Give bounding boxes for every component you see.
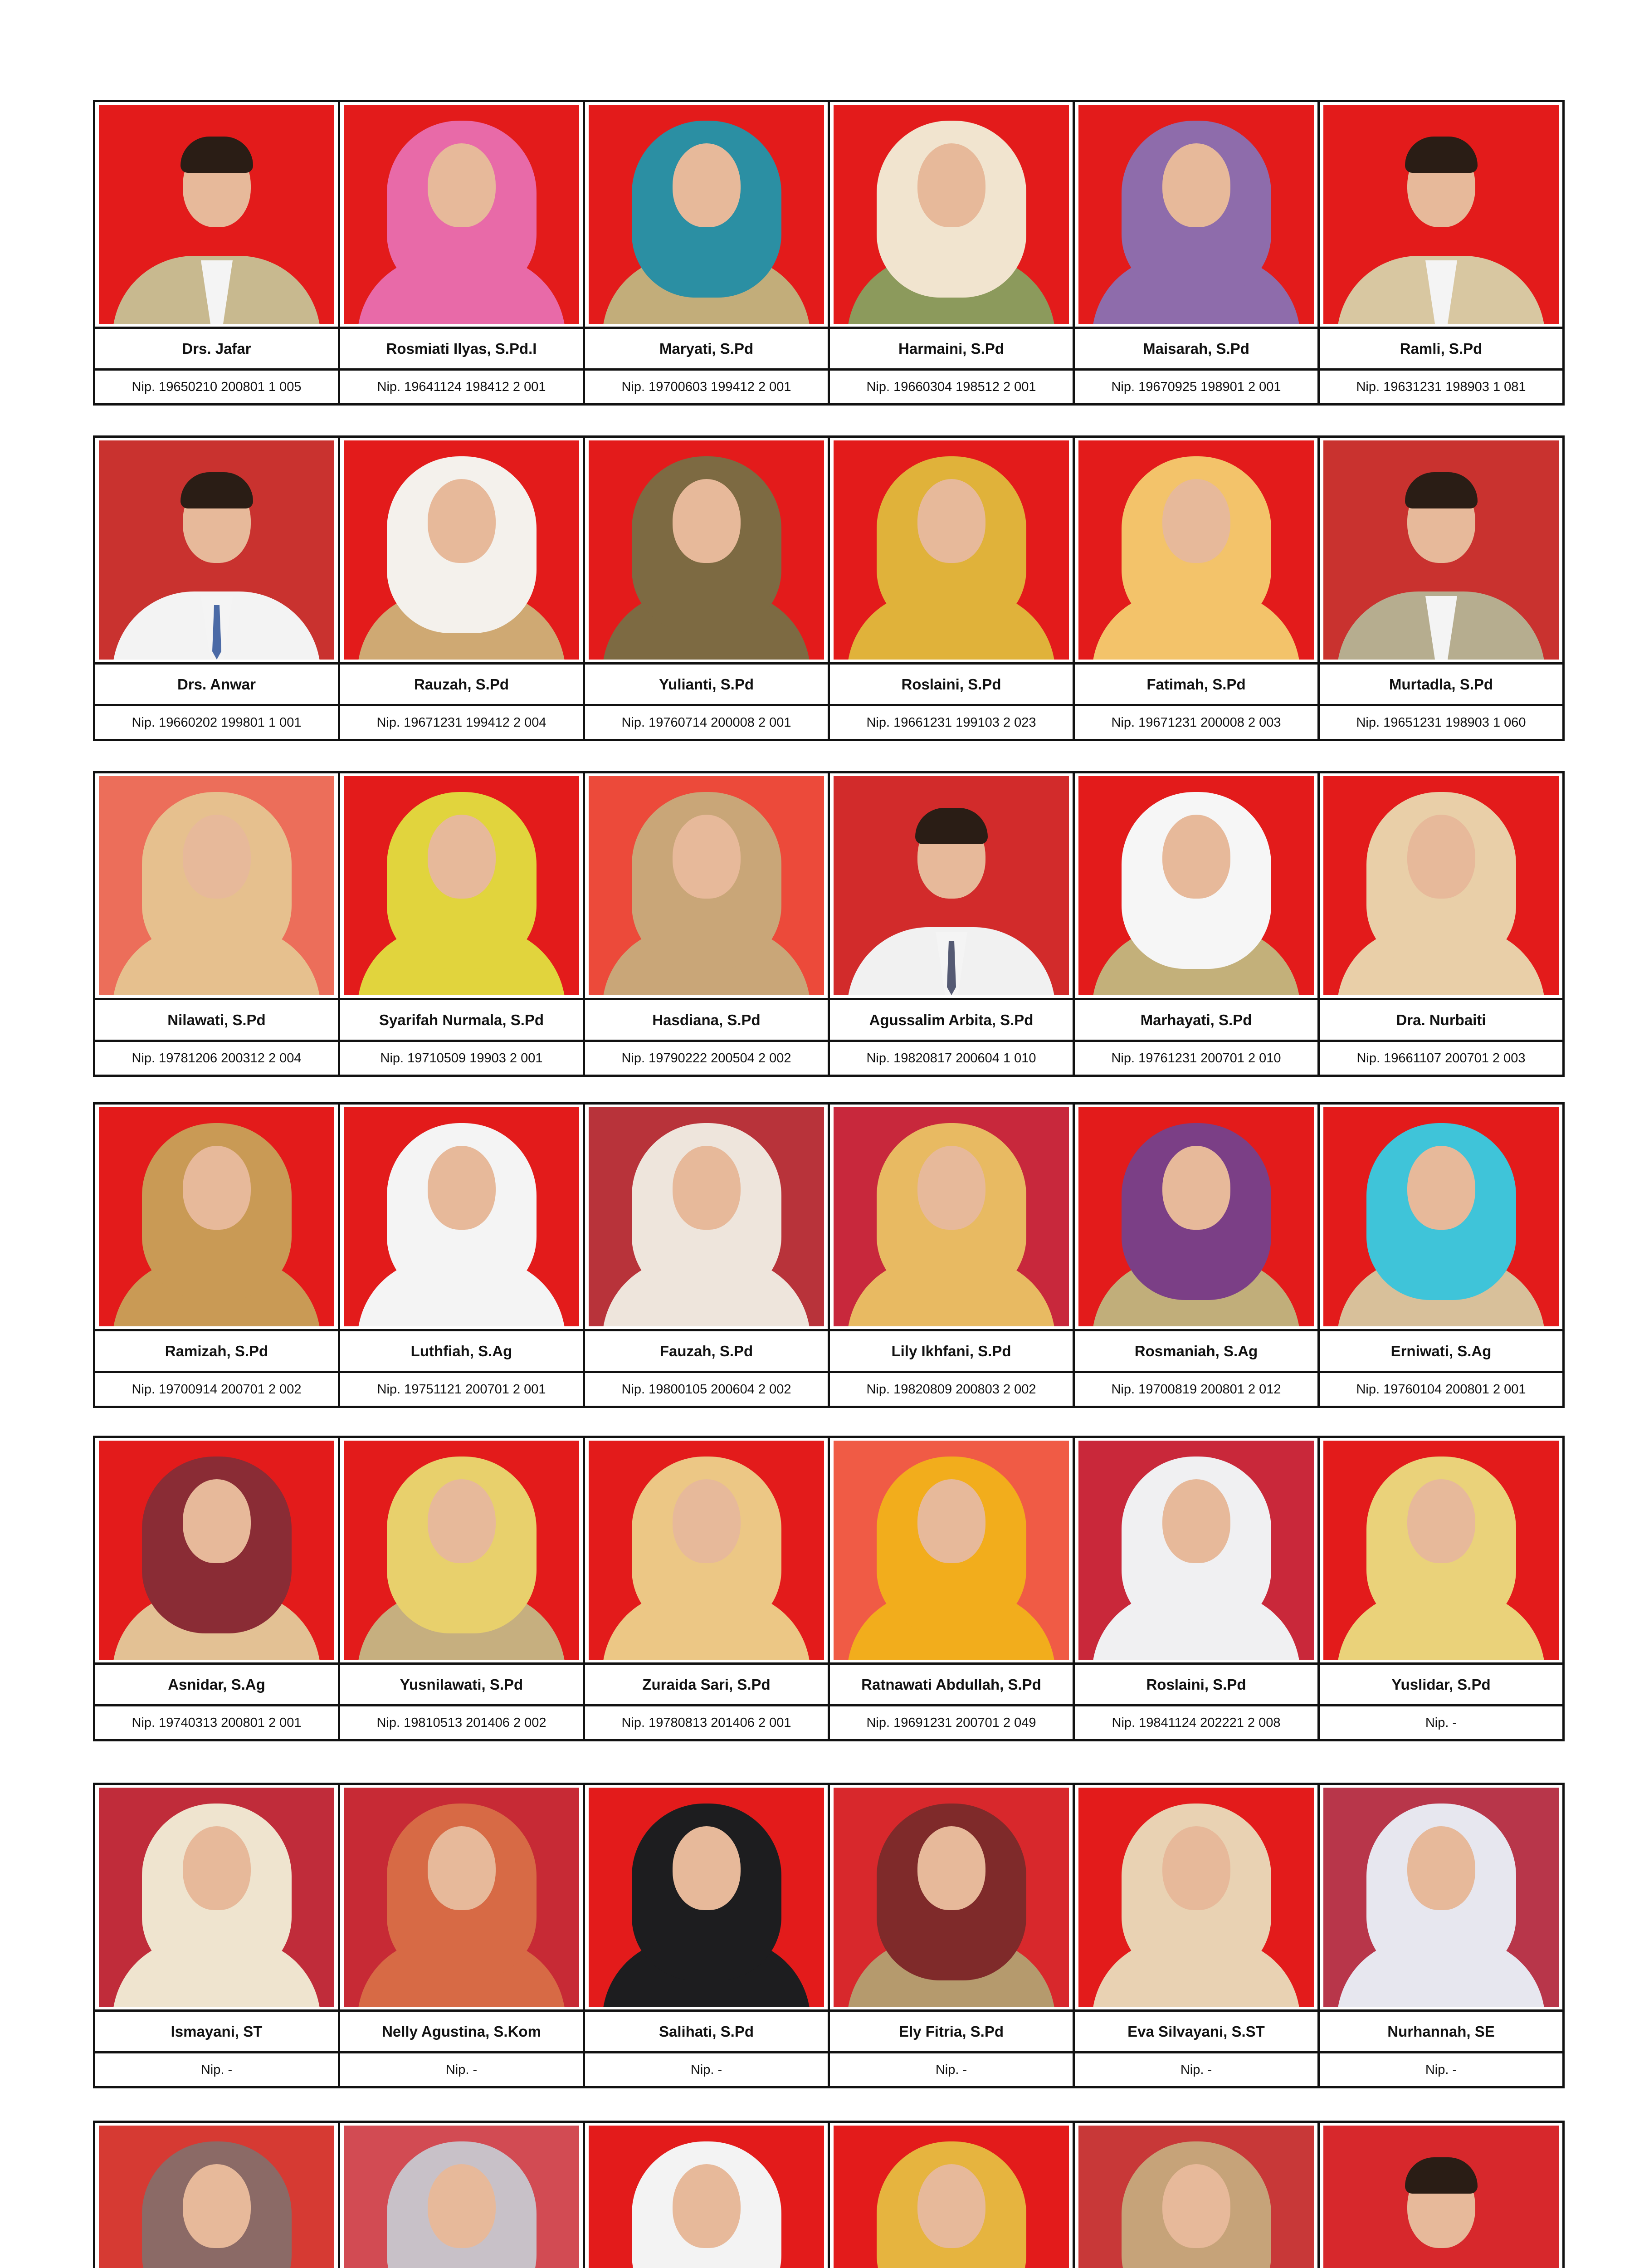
staff-nip: Nip. 19800105 200604 2 002 [621, 1382, 791, 1397]
staff-nip: Nip. 19790222 200504 2 002 [621, 1051, 791, 1066]
portrait-figure [344, 105, 579, 324]
staff-name: Marhayati, S.Pd [1075, 1000, 1317, 1042]
staff-photo [340, 773, 583, 1000]
portrait-figure [99, 440, 334, 660]
staff-name: Ramizah, S.Pd [95, 1331, 338, 1373]
staff-card [1320, 102, 1565, 406]
portrait-face [183, 1826, 251, 1910]
portrait-figure [834, 1107, 1069, 1326]
staff-name: Nurhannah, SE [1320, 2012, 1562, 2053]
staff-name: Erniwati, S.Ag [1320, 1331, 1562, 1373]
portrait-face [1407, 1479, 1475, 1563]
staff-photo [585, 438, 828, 665]
staff-card [340, 1438, 585, 1741]
photo-background [1323, 105, 1559, 324]
staff-card [1320, 438, 1565, 741]
staff-photo [340, 438, 583, 665]
staff-photo [585, 1438, 828, 1665]
portrait-figure [99, 1107, 334, 1326]
staff-nip: Nip. - [690, 2062, 722, 2077]
staff-card [830, 1438, 1075, 1741]
staff-card [1320, 773, 1565, 1077]
portrait-figure [99, 1788, 334, 2007]
staff-card [340, 2123, 585, 2268]
portrait-figure [1323, 1441, 1559, 1660]
staff-photo [585, 773, 828, 1000]
photo-background [344, 105, 579, 324]
portrait-face [428, 1146, 496, 1230]
staff-card [340, 1785, 585, 2088]
portrait-figure [1078, 776, 1314, 995]
staff-photo [1075, 773, 1317, 1000]
staff-name: Lily Ikhfani, S.Pd [830, 1331, 1073, 1373]
portrait-figure [99, 105, 334, 324]
portrait-figure [1323, 776, 1559, 995]
portrait-figure [589, 1107, 824, 1326]
staff-name: Ismayani, ST [95, 2012, 338, 2053]
staff-photo [1320, 2123, 1562, 2268]
portrait-figure [834, 105, 1069, 324]
portrait-figure [1323, 2126, 1559, 2268]
portrait-face [917, 143, 985, 227]
staff-name: Maisarah, S.Pd [1075, 329, 1317, 371]
staff-photo [340, 1785, 583, 2012]
staff-nip: Nip. 19660202 199801 1 001 [132, 715, 302, 730]
photo-background [344, 2126, 579, 2268]
staff-name: Asnidar, S.Ag [95, 1665, 338, 1706]
portrait-face [428, 2164, 496, 2248]
staff-name: Drs. Jafar [95, 329, 338, 371]
photo-background [834, 105, 1069, 324]
photo-background [1078, 2126, 1314, 2268]
staff-nip: Nip. 19691231 200701 2 049 [866, 1715, 1036, 1730]
portrait-figure [344, 1788, 579, 2007]
staff-name: Maryati, S.Pd [585, 329, 828, 371]
photo-background [589, 1107, 824, 1326]
photo-background [344, 1788, 579, 2007]
portrait-face [1162, 815, 1230, 899]
photo-background [589, 2126, 824, 2268]
staff-name: Murtadla, S.Pd [1320, 665, 1562, 706]
portrait-face [1162, 1479, 1230, 1563]
staff-name: Drs. Anwar [95, 665, 338, 706]
staff-card [95, 773, 340, 1077]
staff-name: Eva Silvayani, S.ST [1075, 2012, 1317, 2053]
staff-card [1075, 1785, 1320, 2088]
portrait-face [673, 479, 741, 563]
portrait-face [1162, 479, 1230, 563]
portrait-face [1162, 1146, 1230, 1230]
staff-name: Yuslidar, S.Pd [1320, 1665, 1562, 1706]
staff-name: Ramli, S.Pd [1320, 329, 1562, 371]
portrait-face [183, 815, 251, 899]
staff-photo [1320, 1105, 1562, 1331]
portrait-figure [589, 105, 824, 324]
staff-card [95, 438, 340, 741]
photo-background [589, 105, 824, 324]
portrait-hair [915, 808, 988, 844]
portrait-figure [1078, 2126, 1314, 2268]
staff-card [585, 773, 830, 1077]
photo-background [99, 105, 334, 324]
staff-photo [95, 1105, 338, 1331]
staff-card [585, 1105, 830, 1408]
staff-name: Hasdiana, S.Pd [585, 1000, 828, 1042]
staff-name: Harmaini, S.Pd [830, 329, 1073, 371]
photo-background [344, 440, 579, 660]
photo-background [99, 1441, 334, 1660]
staff-name: Zuraida Sari, S.Pd [585, 1665, 828, 1706]
staff-photo [95, 102, 338, 329]
staff-name: Nilawati, S.Pd [95, 1000, 338, 1042]
portrait-figure [1323, 1788, 1559, 2007]
photo-background [99, 440, 334, 660]
staff-nip: Nip. 19650210 200801 1 005 [132, 379, 302, 394]
staff-nip: Nip. - [935, 2062, 967, 2077]
staff-card [340, 1105, 585, 1408]
portrait-face [917, 1146, 985, 1230]
staff-name: Rosmaniah, S.Ag [1075, 1331, 1317, 1373]
staff-photo [830, 1785, 1073, 2012]
photo-background [344, 1107, 579, 1326]
portrait-figure [834, 1441, 1069, 1660]
photo-background [99, 1107, 334, 1326]
staff-card [1320, 2123, 1565, 2268]
staff-photo [585, 2123, 828, 2268]
portrait-figure [589, 440, 824, 660]
staff-photo [1320, 1438, 1562, 1665]
staff-photo [1075, 1785, 1317, 2012]
staff-photo [340, 1438, 583, 1665]
portrait-figure [1078, 1788, 1314, 2007]
staff-nip: Nip. 19641124 198412 2 001 [377, 379, 546, 394]
photo-background [99, 1788, 334, 2007]
staff-name: Ratnawati Abdullah, S.Pd [830, 1665, 1073, 1706]
staff-nip: Nip. 19760104 200801 2 001 [1356, 1382, 1526, 1397]
photo-background [1323, 776, 1559, 995]
photo-background [1078, 1107, 1314, 1326]
staff-card [585, 102, 830, 406]
staff-name: Agussalim Arbita, S.Pd [830, 1000, 1073, 1042]
photo-background [589, 776, 824, 995]
portrait-face [1162, 2164, 1230, 2248]
staff-card [830, 438, 1075, 741]
staff-nip: Nip. 19780813 201406 2 001 [621, 1715, 791, 1730]
staff-photo [95, 438, 338, 665]
portrait-figure [99, 776, 334, 995]
staff-card [830, 2123, 1075, 2268]
staff-photo [1075, 1438, 1317, 1665]
photo-background [1078, 105, 1314, 324]
portrait-figure [589, 1788, 824, 2007]
portrait-face [428, 1826, 496, 1910]
portrait-face [917, 1826, 985, 1910]
staff-name: Rosmiati Ilyas, S.Pd.I [340, 329, 583, 371]
staff-card [95, 1785, 340, 2088]
portrait-figure [1078, 105, 1314, 324]
portrait-hair [1405, 137, 1478, 173]
photo-background [834, 776, 1069, 995]
photo-background [834, 1441, 1069, 1660]
staff-name: Fatimah, S.Pd [1075, 665, 1317, 706]
staff-photo [1320, 773, 1562, 1000]
portrait-figure [834, 1788, 1069, 2007]
portrait-figure [344, 1441, 579, 1660]
staff-photo [95, 2123, 338, 2268]
staff-photo [1075, 1105, 1317, 1331]
staff-photo [830, 438, 1073, 665]
photo-background [1323, 1788, 1559, 2007]
staff-nip: Nip. 19660304 198512 2 001 [866, 379, 1036, 394]
staff-card [1075, 1438, 1320, 1741]
photo-background [834, 1788, 1069, 2007]
portrait-figure [344, 2126, 579, 2268]
portrait-figure [1323, 440, 1559, 660]
staff-name: Salihati, S.Pd [585, 2012, 828, 2053]
portrait-figure [834, 776, 1069, 995]
staff-nip: Nip. 19781206 200312 2 004 [132, 1051, 302, 1066]
staff-nip: Nip. 19651231 198903 1 060 [1356, 715, 1526, 730]
portrait-face [428, 479, 496, 563]
staff-card [1075, 1105, 1320, 1408]
photo-background [834, 2126, 1069, 2268]
staff-nip: Nip. 19671231 199412 2 004 [376, 715, 546, 730]
staff-nip: Nip. 19740313 200801 2 001 [132, 1715, 302, 1730]
staff-card [830, 1105, 1075, 1408]
staff-photo [585, 1785, 828, 2012]
portrait-face [428, 143, 496, 227]
staff-nip: Nip. 19820809 200803 2 002 [866, 1382, 1036, 1397]
portrait-figure [99, 1441, 334, 1660]
staff-name: Luthfiah, S.Ag [340, 1331, 583, 1373]
staff-nip: Nip. 19841124 202221 2 008 [1112, 1715, 1281, 1730]
photo-background [834, 1107, 1069, 1326]
staff-photo [95, 1785, 338, 2012]
photo-background [1323, 1107, 1559, 1326]
staff-name: Yulianti, S.Pd [585, 665, 828, 706]
staff-photo [340, 2123, 583, 2268]
staff-photo [1320, 102, 1562, 329]
staff-name: Fauzah, S.Pd [585, 1331, 828, 1373]
staff-photo [340, 1105, 583, 1331]
staff-row [93, 1783, 1565, 2088]
staff-nip: Nip. - [445, 2062, 478, 2077]
staff-row [93, 771, 1565, 1077]
staff-row [93, 100, 1565, 406]
portrait-face [428, 815, 496, 899]
staff-card [95, 1105, 340, 1408]
staff-name: Rauzah, S.Pd [340, 665, 583, 706]
photo-background [99, 2126, 334, 2268]
staff-nip: Nip. 19670925 198901 2 001 [1111, 379, 1281, 394]
staff-card [585, 1785, 830, 2088]
photo-background [1078, 1788, 1314, 2007]
photo-background [1078, 1441, 1314, 1660]
photo-background [1323, 1441, 1559, 1660]
photo-background [589, 1788, 824, 2007]
portrait-figure [834, 2126, 1069, 2268]
photo-background [344, 1441, 579, 1660]
staff-card [830, 102, 1075, 406]
staff-nip: Nip. 19760714 200008 2 001 [621, 715, 791, 730]
staff-row [93, 1102, 1565, 1408]
photo-background [834, 440, 1069, 660]
staff-nip: Nip. 19671231 200008 2 003 [1111, 715, 1281, 730]
portrait-face [917, 1479, 985, 1563]
portrait-figure [834, 440, 1069, 660]
portrait-figure [1078, 1441, 1314, 1660]
portrait-hair [180, 137, 253, 173]
portrait-face [428, 1479, 496, 1563]
photo-background [344, 776, 579, 995]
staff-card [1320, 1105, 1565, 1408]
staff-name: Nelly Agustina, S.Kom [340, 2012, 583, 2053]
staff-name: Roslaini, S.Pd [830, 665, 1073, 706]
staff-row [93, 1436, 1565, 1741]
staff-card [340, 773, 585, 1077]
staff-photo [1075, 102, 1317, 329]
staff-nip: Nip. 19710509 19903 2 001 [380, 1051, 543, 1066]
portrait-face [917, 2164, 985, 2248]
staff-photo [1075, 2123, 1317, 2268]
photo-background [99, 776, 334, 995]
staff-photo [830, 102, 1073, 329]
portrait-face [1407, 1146, 1475, 1230]
portrait-hair [1405, 2157, 1478, 2194]
portrait-face [1162, 1826, 1230, 1910]
staff-nip: Nip. 19700603 199412 2 001 [621, 379, 791, 394]
staff-card [830, 1785, 1075, 2088]
staff-nip: Nip. 19761231 200701 2 010 [1111, 1051, 1281, 1066]
staff-nip: Nip. 19810513 201406 2 002 [376, 1715, 546, 1730]
staff-nip: Nip. 19661107 200701 2 003 [1356, 1051, 1526, 1066]
staff-card [1075, 2123, 1320, 2268]
staff-nip: Nip. 19631231 198903 1 081 [1356, 379, 1526, 394]
staff-photo [830, 773, 1073, 1000]
portrait-face [673, 1826, 741, 1910]
staff-row [93, 435, 1565, 741]
staff-name: Yusnilawati, S.Pd [340, 1665, 583, 1706]
portrait-face [183, 1479, 251, 1563]
portrait-face [183, 2164, 251, 2248]
portrait-face [183, 1146, 251, 1230]
portrait-face [1407, 1826, 1475, 1910]
portrait-figure [344, 440, 579, 660]
portrait-face [673, 1146, 741, 1230]
staff-nip: Nip. - [200, 2062, 233, 2077]
portrait-figure [589, 1441, 824, 1660]
staff-nip: Nip. 19751121 200701 2 001 [377, 1382, 546, 1397]
staff-photo [1075, 438, 1317, 665]
staff-card [830, 773, 1075, 1077]
staff-card [585, 438, 830, 741]
portrait-face [1407, 815, 1475, 899]
photo-background [1078, 776, 1314, 995]
staff-card [585, 1438, 830, 1741]
staff-row [93, 2121, 1565, 2268]
portrait-figure [99, 2126, 334, 2268]
staff-card [1075, 102, 1320, 406]
portrait-figure [1078, 1107, 1314, 1326]
staff-name: Ely Fitria, S.Pd [830, 2012, 1073, 2053]
staff-nip: Nip. - [1180, 2062, 1212, 2077]
portrait-hair [1405, 472, 1478, 508]
staff-card [585, 2123, 830, 2268]
portrait-figure [344, 1107, 579, 1326]
staff-photo [585, 1105, 828, 1331]
staff-nip: Nip. - [1425, 1715, 1457, 1730]
staff-card [1320, 1785, 1565, 2088]
staff-photo [1320, 438, 1562, 665]
portrait-hair [180, 472, 253, 508]
photo-background [1078, 440, 1314, 660]
portrait-face [673, 2164, 741, 2248]
portrait-figure [344, 776, 579, 995]
portrait-face [673, 1479, 741, 1563]
staff-photo [1320, 1785, 1562, 2012]
staff-nip: Nip. 19700819 200801 2 012 [1111, 1382, 1281, 1397]
staff-nip: Nip. 19661231 199103 2 023 [866, 715, 1036, 730]
staff-photo [95, 773, 338, 1000]
staff-card [95, 2123, 340, 2268]
staff-name: Dra. Nurbaiti [1320, 1000, 1562, 1042]
staff-photo [830, 1105, 1073, 1331]
portrait-face [673, 143, 741, 227]
staff-nip: Nip. 19700914 200701 2 002 [132, 1382, 302, 1397]
staff-card [1075, 438, 1320, 741]
staff-photo [585, 102, 828, 329]
portrait-figure [1078, 440, 1314, 660]
photo-background [589, 440, 824, 660]
staff-card [340, 438, 585, 741]
photo-background [1323, 2126, 1559, 2268]
staff-name: Roslaini, S.Pd [1075, 1665, 1317, 1706]
staff-photo [830, 1438, 1073, 1665]
staff-nip: Nip. - [1425, 2062, 1457, 2077]
staff-photo [340, 102, 583, 329]
staff-photo [830, 2123, 1073, 2268]
staff-name: Syarifah Nurmala, S.Pd [340, 1000, 583, 1042]
staff-card [1075, 773, 1320, 1077]
staff-photo [95, 1438, 338, 1665]
portrait-face [917, 479, 985, 563]
staff-card [95, 102, 340, 406]
portrait-figure [589, 776, 824, 995]
portrait-face [1162, 143, 1230, 227]
portrait-figure [1323, 1107, 1559, 1326]
staff-card [340, 102, 585, 406]
staff-card [1320, 1438, 1565, 1741]
photo-background [1323, 440, 1559, 660]
portrait-face [673, 815, 741, 899]
staff-nip: Nip. 19820817 200604 1 010 [866, 1051, 1036, 1066]
photo-background [589, 1441, 824, 1660]
staff-card [95, 1438, 340, 1741]
portrait-figure [1323, 105, 1559, 324]
portrait-figure [589, 2126, 824, 2268]
